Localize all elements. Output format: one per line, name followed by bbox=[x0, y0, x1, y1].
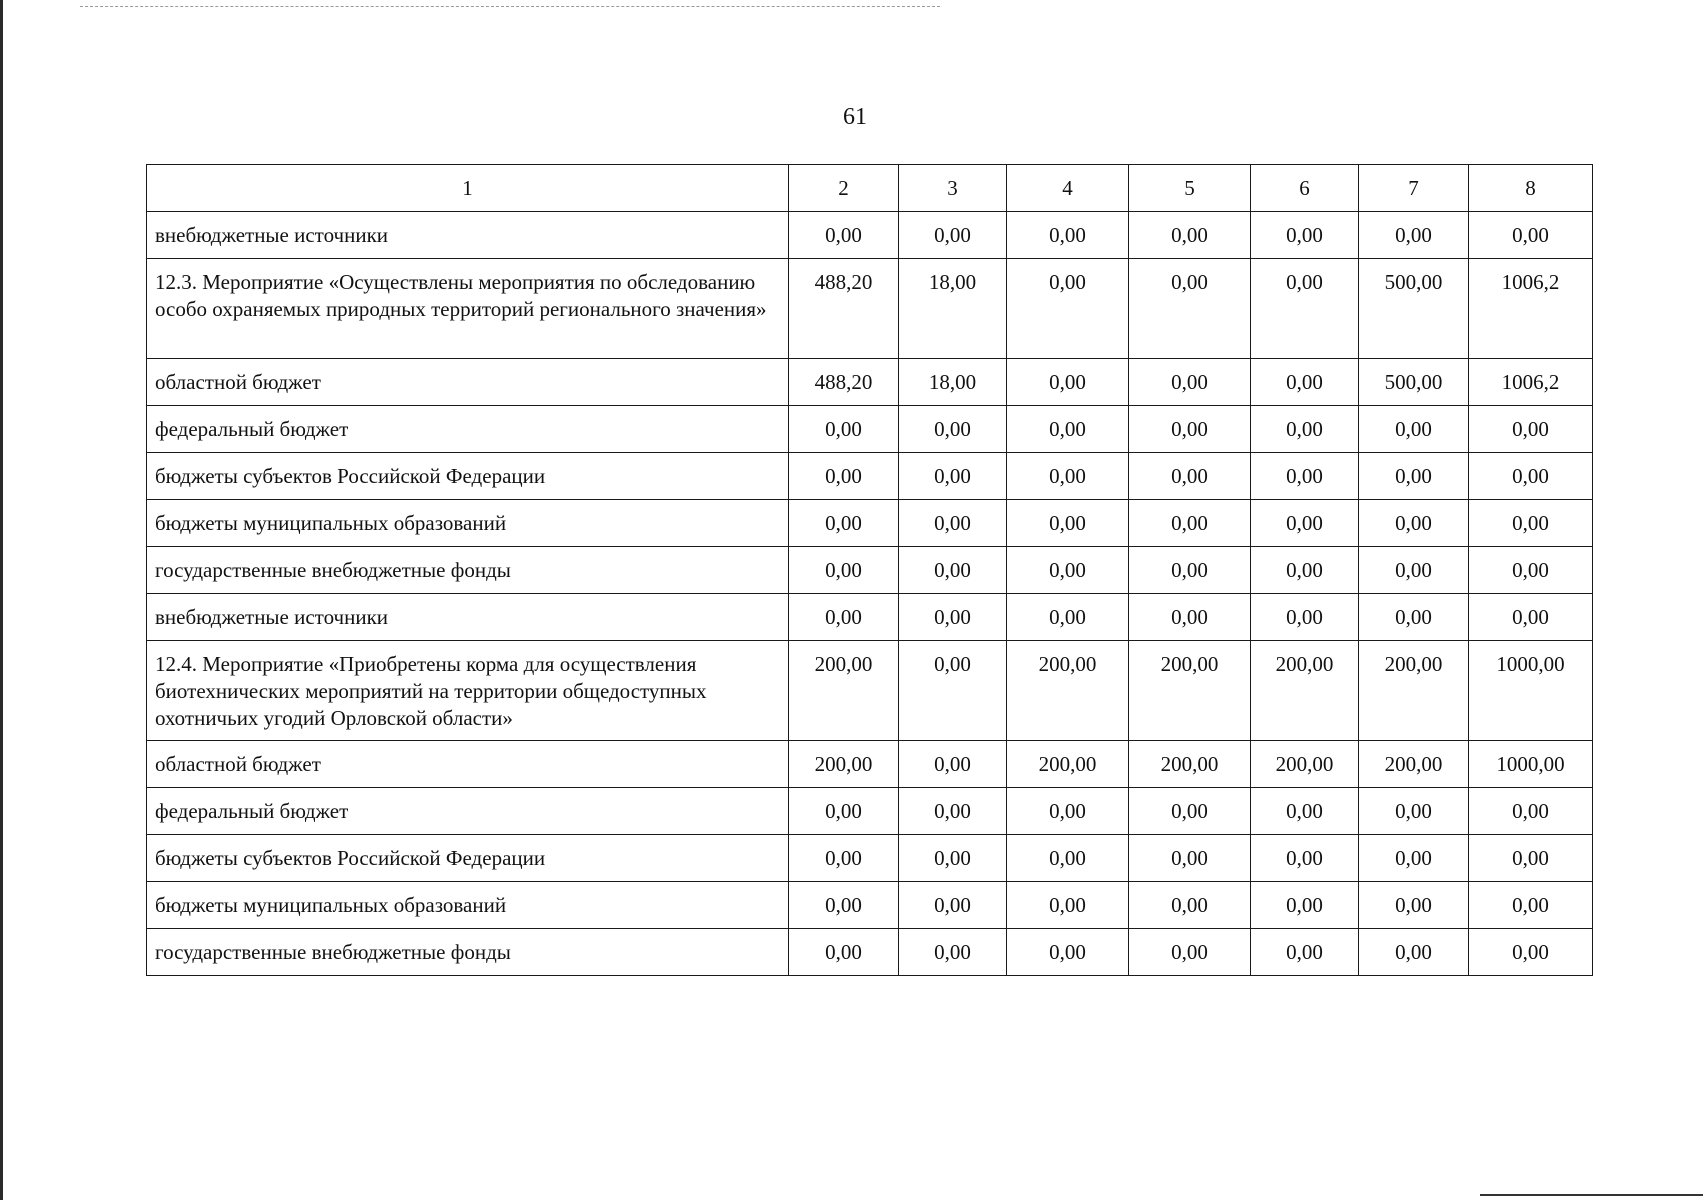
value-cell-col-7 bbox=[1359, 788, 1469, 835]
cell-value: 0,00 bbox=[1049, 798, 1086, 823]
row-label: государственные внебюджетные фонды bbox=[155, 939, 511, 964]
value-cell-col-4 bbox=[1007, 788, 1129, 835]
value-cell-col-5 bbox=[1129, 500, 1251, 547]
cell-value: 0,00 bbox=[1049, 369, 1086, 394]
value-cell-col-3 bbox=[899, 641, 1007, 741]
cell-value: 0,00 bbox=[1171, 892, 1208, 917]
value-cell-col-8 bbox=[1469, 741, 1593, 788]
cell-value: 0,00 bbox=[825, 416, 862, 441]
cell-value: 0,00 bbox=[1286, 270, 1323, 294]
cell-value: 0,00 bbox=[1049, 557, 1086, 582]
cell-value: 200,00 bbox=[1275, 652, 1334, 676]
table-row bbox=[147, 406, 1593, 453]
header-row bbox=[147, 165, 1593, 212]
row-label-cell bbox=[147, 835, 789, 882]
cell-value: 0,00 bbox=[1171, 604, 1208, 629]
row-label: внебюджетные источники bbox=[155, 604, 389, 629]
value-cell-col-5 bbox=[1129, 741, 1251, 788]
cell-value: 0,00 bbox=[1512, 892, 1549, 917]
value-cell-col-7 bbox=[1359, 929, 1469, 976]
cell-value: 0,00 bbox=[1049, 416, 1086, 441]
value-cell-col-2 bbox=[789, 500, 899, 547]
cell-value: 0,00 bbox=[934, 222, 971, 247]
value-cell-col-4 bbox=[1007, 453, 1129, 500]
row-label: федеральный бюджет bbox=[155, 416, 349, 441]
value-cell-col-5 bbox=[1129, 882, 1251, 929]
table-row bbox=[147, 594, 1593, 641]
cell-value: 0,00 bbox=[1395, 463, 1432, 488]
cell-value: 1000,00 bbox=[1496, 751, 1565, 776]
cell-value: 0,00 bbox=[1512, 416, 1549, 441]
cell-value: 0,00 bbox=[1286, 892, 1323, 917]
cell-value: 1000,00 bbox=[1496, 652, 1565, 676]
cell-value: 0,00 bbox=[1049, 270, 1086, 294]
page-number: 61 bbox=[843, 104, 867, 130]
value-cell-col-6 bbox=[1251, 788, 1359, 835]
value-cell-col-4 bbox=[1007, 929, 1129, 976]
cell-value: 0,00 bbox=[1049, 845, 1086, 870]
value-cell-col-4 bbox=[1007, 359, 1129, 406]
table-row bbox=[147, 641, 1593, 741]
value-cell-col-5 bbox=[1129, 406, 1251, 453]
column-header: 4 bbox=[1007, 165, 1129, 212]
cell-value: 0,00 bbox=[1286, 463, 1323, 488]
cell-value: 18,00 bbox=[928, 369, 977, 394]
budget-table bbox=[146, 164, 1593, 976]
cell-value: 200,00 bbox=[1038, 751, 1097, 776]
cell-value: 0,00 bbox=[1049, 939, 1086, 964]
table-row bbox=[147, 788, 1593, 835]
row-label-cell bbox=[147, 406, 789, 453]
value-cell-col-7 bbox=[1359, 212, 1469, 259]
value-cell-col-5 bbox=[1129, 212, 1251, 259]
cell-value: 0,00 bbox=[1286, 845, 1323, 870]
value-cell-col-5 bbox=[1129, 259, 1251, 359]
cell-value: 0,00 bbox=[1171, 939, 1208, 964]
table-row bbox=[147, 929, 1593, 976]
row-label-cell bbox=[147, 547, 789, 594]
value-cell-col-4 bbox=[1007, 594, 1129, 641]
value-cell-col-3 bbox=[899, 882, 1007, 929]
cell-value: 0,00 bbox=[934, 557, 971, 582]
cell-value: 500,00 bbox=[1384, 369, 1443, 394]
value-cell-col-3 bbox=[899, 547, 1007, 594]
value-cell-col-2 bbox=[789, 788, 899, 835]
cell-value: 0,00 bbox=[1395, 604, 1432, 629]
row-label-cell bbox=[147, 741, 789, 788]
value-cell-col-3 bbox=[899, 259, 1007, 359]
cell-value: 0,00 bbox=[1395, 510, 1432, 535]
value-cell-col-8 bbox=[1469, 788, 1593, 835]
value-cell-col-2 bbox=[789, 212, 899, 259]
scan-edge-bottom bbox=[1480, 1194, 1703, 1196]
cell-value: 0,00 bbox=[1171, 463, 1208, 488]
column-header: 6 bbox=[1251, 165, 1359, 212]
value-cell-col-5 bbox=[1129, 594, 1251, 641]
table-row bbox=[147, 882, 1593, 929]
value-cell-col-6 bbox=[1251, 259, 1359, 359]
value-cell-col-6 bbox=[1251, 406, 1359, 453]
cell-value: 200,00 bbox=[1384, 652, 1443, 676]
row-label-cell bbox=[147, 259, 789, 359]
column-header: 7 bbox=[1359, 165, 1469, 212]
cell-value: 0,00 bbox=[1395, 798, 1432, 823]
cell-value: 0,00 bbox=[1171, 416, 1208, 441]
cell-value: 0,00 bbox=[1286, 416, 1323, 441]
cell-value: 0,00 bbox=[1171, 369, 1208, 394]
value-cell-col-6 bbox=[1251, 641, 1359, 741]
cell-value: 18,00 bbox=[928, 270, 977, 294]
value-cell-col-4 bbox=[1007, 406, 1129, 453]
row-label: бюджеты муниципальных образований bbox=[155, 510, 507, 535]
cell-value: 0,00 bbox=[1286, 369, 1323, 394]
cell-value: 0,00 bbox=[1395, 416, 1432, 441]
value-cell-col-3 bbox=[899, 788, 1007, 835]
value-cell-col-2 bbox=[789, 882, 899, 929]
value-cell-col-3 bbox=[899, 212, 1007, 259]
cell-value: 0,00 bbox=[1171, 557, 1208, 582]
value-cell-col-8 bbox=[1469, 641, 1593, 741]
cell-value: 0,00 bbox=[1395, 222, 1432, 247]
row-label-cell bbox=[147, 500, 789, 547]
value-cell-col-6 bbox=[1251, 453, 1359, 500]
row-label: 12.3. Мероприятие «Осуществлены мероприятия по обследованию особо охраняемых природных территорий регионального значения» bbox=[155, 270, 767, 321]
value-cell-col-8 bbox=[1469, 547, 1593, 594]
value-cell-col-7 bbox=[1359, 259, 1469, 359]
value-cell-col-7 bbox=[1359, 641, 1469, 741]
row-label-cell bbox=[147, 594, 789, 641]
cell-value: 1006,2 bbox=[1501, 270, 1560, 294]
row-label: областной бюджет bbox=[155, 369, 321, 394]
cell-value: 0,00 bbox=[934, 751, 971, 776]
value-cell-col-7 bbox=[1359, 406, 1469, 453]
cell-value: 488,20 bbox=[814, 270, 873, 294]
value-cell-col-7 bbox=[1359, 500, 1469, 547]
value-cell-col-3 bbox=[899, 929, 1007, 976]
row-label-cell bbox=[147, 882, 789, 929]
value-cell-col-4 bbox=[1007, 835, 1129, 882]
cell-value: 0,00 bbox=[1171, 845, 1208, 870]
cell-value: 0,00 bbox=[1512, 845, 1549, 870]
cell-value: 0,00 bbox=[825, 604, 862, 629]
cell-value: 0,00 bbox=[825, 510, 862, 535]
cell-value: 0,00 bbox=[1171, 798, 1208, 823]
cell-value: 500,00 bbox=[1384, 270, 1443, 294]
cell-value: 0,00 bbox=[825, 939, 862, 964]
column-header: 5 bbox=[1129, 165, 1251, 212]
cell-value: 0,00 bbox=[934, 892, 971, 917]
cell-value: 0,00 bbox=[825, 222, 862, 247]
value-cell-col-2 bbox=[789, 594, 899, 641]
value-cell-col-7 bbox=[1359, 547, 1469, 594]
value-cell-col-4 bbox=[1007, 741, 1129, 788]
row-label-cell bbox=[147, 929, 789, 976]
cell-value: 0,00 bbox=[934, 652, 971, 676]
value-cell-col-5 bbox=[1129, 359, 1251, 406]
cell-value: 0,00 bbox=[1512, 604, 1549, 629]
value-cell-col-5 bbox=[1129, 788, 1251, 835]
row-label: внебюджетные источники bbox=[155, 222, 389, 247]
table-row bbox=[147, 835, 1593, 882]
value-cell-col-8 bbox=[1469, 500, 1593, 547]
cell-value: 0,00 bbox=[1286, 939, 1323, 964]
cell-value: 200,00 bbox=[1275, 751, 1334, 776]
cell-value: 0,00 bbox=[934, 604, 971, 629]
value-cell-col-2 bbox=[789, 835, 899, 882]
row-label: областной бюджет bbox=[155, 751, 321, 776]
cell-value: 0,00 bbox=[934, 510, 971, 535]
cell-value: 0,00 bbox=[1049, 222, 1086, 247]
cell-value: 0,00 bbox=[1512, 798, 1549, 823]
value-cell-col-4 bbox=[1007, 882, 1129, 929]
row-label-cell bbox=[147, 453, 789, 500]
value-cell-col-6 bbox=[1251, 882, 1359, 929]
value-cell-col-7 bbox=[1359, 835, 1469, 882]
cell-value: 0,00 bbox=[825, 798, 862, 823]
cell-value: 0,00 bbox=[1395, 939, 1432, 964]
cell-value: 0,00 bbox=[934, 798, 971, 823]
row-label-cell bbox=[147, 359, 789, 406]
cell-value: 0,00 bbox=[1512, 939, 1549, 964]
value-cell-col-5 bbox=[1129, 835, 1251, 882]
cell-value: 0,00 bbox=[1512, 510, 1549, 535]
cell-value: 0,00 bbox=[1512, 463, 1549, 488]
scan-edge-left bbox=[0, 0, 3, 1200]
cell-value: 0,00 bbox=[1395, 557, 1432, 582]
table-row bbox=[147, 212, 1593, 259]
cell-value: 0,00 bbox=[825, 845, 862, 870]
row-label-cell bbox=[147, 788, 789, 835]
value-cell-col-2 bbox=[789, 641, 899, 741]
value-cell-col-5 bbox=[1129, 641, 1251, 741]
cell-value: 0,00 bbox=[1512, 557, 1549, 582]
value-cell-col-7 bbox=[1359, 359, 1469, 406]
value-cell-col-3 bbox=[899, 500, 1007, 547]
cell-value: 0,00 bbox=[1286, 557, 1323, 582]
table-row bbox=[147, 741, 1593, 788]
row-label-cell bbox=[147, 212, 789, 259]
value-cell-col-8 bbox=[1469, 212, 1593, 259]
value-cell-col-7 bbox=[1359, 882, 1469, 929]
value-cell-col-4 bbox=[1007, 641, 1129, 741]
cell-value: 200,00 bbox=[1160, 652, 1219, 676]
row-label-cell bbox=[147, 641, 789, 741]
cell-value: 200,00 bbox=[1384, 751, 1443, 776]
value-cell-col-6 bbox=[1251, 594, 1359, 641]
value-cell-col-4 bbox=[1007, 212, 1129, 259]
value-cell-col-6 bbox=[1251, 359, 1359, 406]
table-row bbox=[147, 359, 1593, 406]
value-cell-col-8 bbox=[1469, 259, 1593, 359]
value-cell-col-6 bbox=[1251, 212, 1359, 259]
value-cell-col-7 bbox=[1359, 594, 1469, 641]
cell-value: 488,20 bbox=[814, 369, 873, 394]
cell-value: 0,00 bbox=[1049, 892, 1086, 917]
value-cell-col-2 bbox=[789, 406, 899, 453]
value-cell-col-8 bbox=[1469, 882, 1593, 929]
row-label: бюджеты субъектов Российской Федерации bbox=[155, 845, 546, 870]
value-cell-col-8 bbox=[1469, 835, 1593, 882]
value-cell-col-4 bbox=[1007, 259, 1129, 359]
value-cell-col-6 bbox=[1251, 929, 1359, 976]
cell-value: 0,00 bbox=[1286, 798, 1323, 823]
cell-value: 0,00 bbox=[825, 463, 862, 488]
cell-value: 0,00 bbox=[825, 892, 862, 917]
cell-value: 0,00 bbox=[934, 939, 971, 964]
table-body bbox=[147, 212, 1593, 976]
value-cell-col-3 bbox=[899, 741, 1007, 788]
row-label: государственные внебюджетные фонды bbox=[155, 557, 511, 582]
table-row bbox=[147, 259, 1593, 359]
column-header: 3 bbox=[899, 165, 1007, 212]
value-cell-col-3 bbox=[899, 453, 1007, 500]
value-cell-col-2 bbox=[789, 359, 899, 406]
table-row bbox=[147, 547, 1593, 594]
cell-value: 200,00 bbox=[1160, 751, 1219, 776]
cell-value: 200,00 bbox=[814, 652, 873, 676]
value-cell-col-8 bbox=[1469, 453, 1593, 500]
cell-value: 0,00 bbox=[1049, 604, 1086, 629]
value-cell-col-6 bbox=[1251, 547, 1359, 594]
value-cell-col-5 bbox=[1129, 453, 1251, 500]
cell-value: 0,00 bbox=[1512, 222, 1549, 247]
cell-value: 0,00 bbox=[934, 845, 971, 870]
value-cell-col-8 bbox=[1469, 406, 1593, 453]
value-cell-col-2 bbox=[789, 929, 899, 976]
cell-value: 0,00 bbox=[1286, 604, 1323, 629]
cell-value: 0,00 bbox=[1049, 463, 1086, 488]
cell-value: 0,00 bbox=[1171, 510, 1208, 535]
value-cell-col-3 bbox=[899, 406, 1007, 453]
value-cell-col-4 bbox=[1007, 547, 1129, 594]
value-cell-col-4 bbox=[1007, 500, 1129, 547]
row-label: 12.4. Мероприятие «Приобретены корма для осуществления биотехнических мероприятий на территории общедоступных охотничьих угодий Орловской области» bbox=[155, 652, 707, 730]
row-label: бюджеты муниципальных образований bbox=[155, 892, 507, 917]
value-cell-col-7 bbox=[1359, 453, 1469, 500]
cell-value: 0,00 bbox=[825, 557, 862, 582]
scan-edge-top bbox=[80, 6, 940, 8]
cell-value: 0,00 bbox=[1049, 510, 1086, 535]
value-cell-col-6 bbox=[1251, 500, 1359, 547]
value-cell-col-3 bbox=[899, 835, 1007, 882]
cell-value: 0,00 bbox=[1395, 892, 1432, 917]
cell-value: 0,00 bbox=[1395, 845, 1432, 870]
row-label: федеральный бюджет bbox=[155, 798, 349, 823]
row-label: бюджеты субъектов Российской Федерации bbox=[155, 463, 546, 488]
cell-value: 1006,2 bbox=[1501, 369, 1560, 394]
cell-value: 0,00 bbox=[1286, 222, 1323, 247]
value-cell-col-6 bbox=[1251, 741, 1359, 788]
cell-value: 0,00 bbox=[934, 463, 971, 488]
value-cell-col-6 bbox=[1251, 835, 1359, 882]
cell-value: 0,00 bbox=[1171, 222, 1208, 247]
cell-value: 0,00 bbox=[1171, 270, 1208, 294]
value-cell-col-2 bbox=[789, 453, 899, 500]
column-header: 1 bbox=[147, 165, 789, 212]
value-cell-col-5 bbox=[1129, 547, 1251, 594]
value-cell-col-2 bbox=[789, 741, 899, 788]
value-cell-col-7 bbox=[1359, 741, 1469, 788]
cell-value: 0,00 bbox=[1286, 510, 1323, 535]
cell-value: 200,00 bbox=[814, 751, 873, 776]
value-cell-col-2 bbox=[789, 259, 899, 359]
value-cell-col-8 bbox=[1469, 594, 1593, 641]
value-cell-col-3 bbox=[899, 594, 1007, 641]
cell-value: 0,00 bbox=[934, 416, 971, 441]
value-cell-col-8 bbox=[1469, 359, 1593, 406]
column-header: 8 bbox=[1469, 165, 1593, 212]
column-header: 2 bbox=[789, 165, 899, 212]
value-cell-col-8 bbox=[1469, 929, 1593, 976]
table-row bbox=[147, 453, 1593, 500]
value-cell-col-3 bbox=[899, 359, 1007, 406]
cell-value: 200,00 bbox=[1038, 652, 1097, 676]
value-cell-col-5 bbox=[1129, 929, 1251, 976]
table-row bbox=[147, 500, 1593, 547]
value-cell-col-2 bbox=[789, 547, 899, 594]
